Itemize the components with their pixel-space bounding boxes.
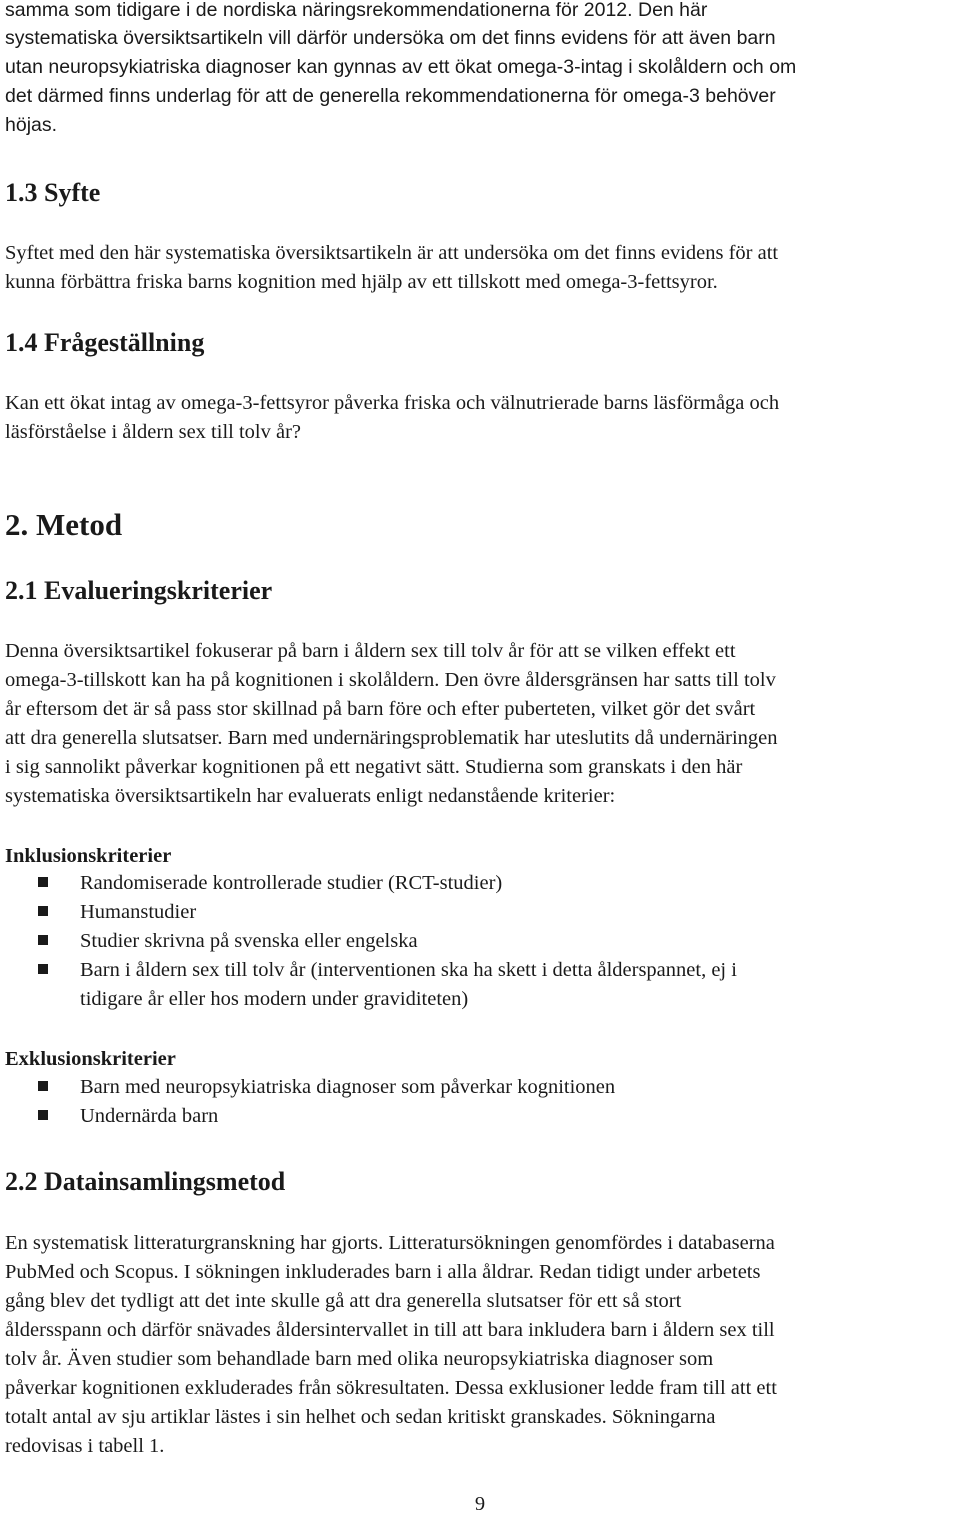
bullet-square-icon: [38, 877, 48, 887]
syfte-line: kunna förbättra friska barns kognition med hjälp av ett tillskott med omega-3-fettsyror.: [5, 271, 718, 293]
intro-line: systematiska översiktsartikeln vill därför undersöka om det finns evidens för att även barn: [5, 27, 776, 49]
evaluering-line: år eftersom det är så pass stor skillnad på barn före och efter puberteten, vilket gör det svårt: [5, 698, 756, 720]
inklusion-item: Barn i åldern sex till tolv år (interventionen ska ha skett i detta ålderspannet, ej i: [80, 959, 737, 981]
bullet-square-icon: [38, 1110, 48, 1120]
exklusion-item: Undernärda barn: [80, 1105, 219, 1127]
intro-line: utan neuropsykiatriska diagnoser kan gynnas av ett ökat omega-3-intag i skolåldern och om: [5, 56, 797, 78]
datainsamling-line: tolv år. Även studier som behandlade barn med olika neuropsykiatriska diagnoser som: [5, 1348, 714, 1370]
inklusion-item: Studier skrivna på svenska eller engelska: [80, 930, 418, 952]
datainsamling-line: åldersspann och därför snävades åldersintervallet in till att bara inkludera barn i åldern sex till: [5, 1319, 775, 1341]
evaluering-line: att dra generella slutsatser. Barn med undernäringsproblematik har uteslutits då undernäringen: [5, 727, 778, 749]
exklusion-heading: Exklusionskriterier: [5, 1048, 176, 1070]
section-heading-metod: 2. Metod: [5, 507, 123, 542]
fragestallning-line: läsförståelse i åldern sex till tolv år?: [5, 421, 302, 443]
bullet-square-icon: [38, 935, 48, 945]
section-heading-fragestallning: 1.4 Frågeställning: [5, 328, 205, 357]
intro-line: höjas.: [5, 114, 58, 136]
fragestallning-line: Kan ett ökat intag av omega-3-fettsyror påverka friska och välnutrierade barns läsförmåga och: [5, 392, 780, 414]
datainsamling-line: PubMed och Scopus. I sökningen inkluderades barn i alla åldrar. Redan tidigt under arbetets: [5, 1261, 761, 1283]
page-number: 9: [474, 1493, 486, 1515]
bullet-square-icon: [38, 964, 48, 974]
section-heading-evaluering: 2.1 Evalueringskriterier: [5, 576, 273, 605]
intro-line: samma som tidigare i de nordiska näringsrekommendationerna för 2012. Den här: [5, 0, 708, 21]
datainsamling-line: gång blev det tydligt att det inte skulle gå att dra generella slutsatser för ett så stort: [5, 1290, 682, 1312]
inklusion-item: Randomiserade kontrollerade studier (RCT-studier): [80, 872, 503, 894]
datainsamling-line: påverkar kognitionen exkluderades från sökresultaten. Dessa exklusioner ledde fram till att ett: [5, 1377, 777, 1399]
evaluering-line: omega-3-tillskott kan ha på kognitionen i skolåldern. Den övre åldersgränsen har satts till tolv: [5, 669, 776, 691]
exklusion-item: Barn med neuropsykiatriska diagnoser som påverkar kognitionen: [80, 1076, 616, 1098]
evaluering-line: i sig sannolikt påverkar kognitionen på ett negativt sätt. Studierna som granskats i den här: [5, 756, 743, 778]
inklusion-heading: Inklusionskriterier: [5, 845, 172, 867]
inklusion-item-continuation: tidigare år eller hos modern under graviditeten): [80, 988, 469, 1010]
bullet-square-icon: [38, 906, 48, 916]
inklusion-item: Humanstudier: [80, 901, 197, 923]
syfte-line: Syftet med den här systematiska översiktsartikeln är att undersöka om det finns evidens för att: [5, 242, 779, 264]
section-heading-syfte: 1.3 Syfte: [5, 178, 101, 207]
evaluering-line: systematiska översiktsartikeln har evaluerats enligt nedanstående kriterier:: [5, 785, 616, 807]
datainsamling-line: redovisas i tabell 1.: [5, 1435, 165, 1457]
evaluering-line: Denna översiktsartikel fokuserar på barn i åldern sex till tolv år för att se vilken effekt ett: [5, 640, 736, 662]
bullet-square-icon: [38, 1081, 48, 1091]
section-heading-datainsamling: 2.2 Datainsamlingsmetod: [5, 1167, 286, 1196]
datainsamling-line: totalt antal av sju artiklar lästes i sin helhet och sedan kritiskt granskades. Sökningarna: [5, 1406, 716, 1428]
datainsamling-line: En systematisk litteraturgranskning har gjorts. Litteratursökningen genomfördes i databaserna: [5, 1232, 775, 1254]
intro-line: det därmed finns underlag för att de generella rekommendationerna för omega-3 behöver: [5, 85, 776, 107]
